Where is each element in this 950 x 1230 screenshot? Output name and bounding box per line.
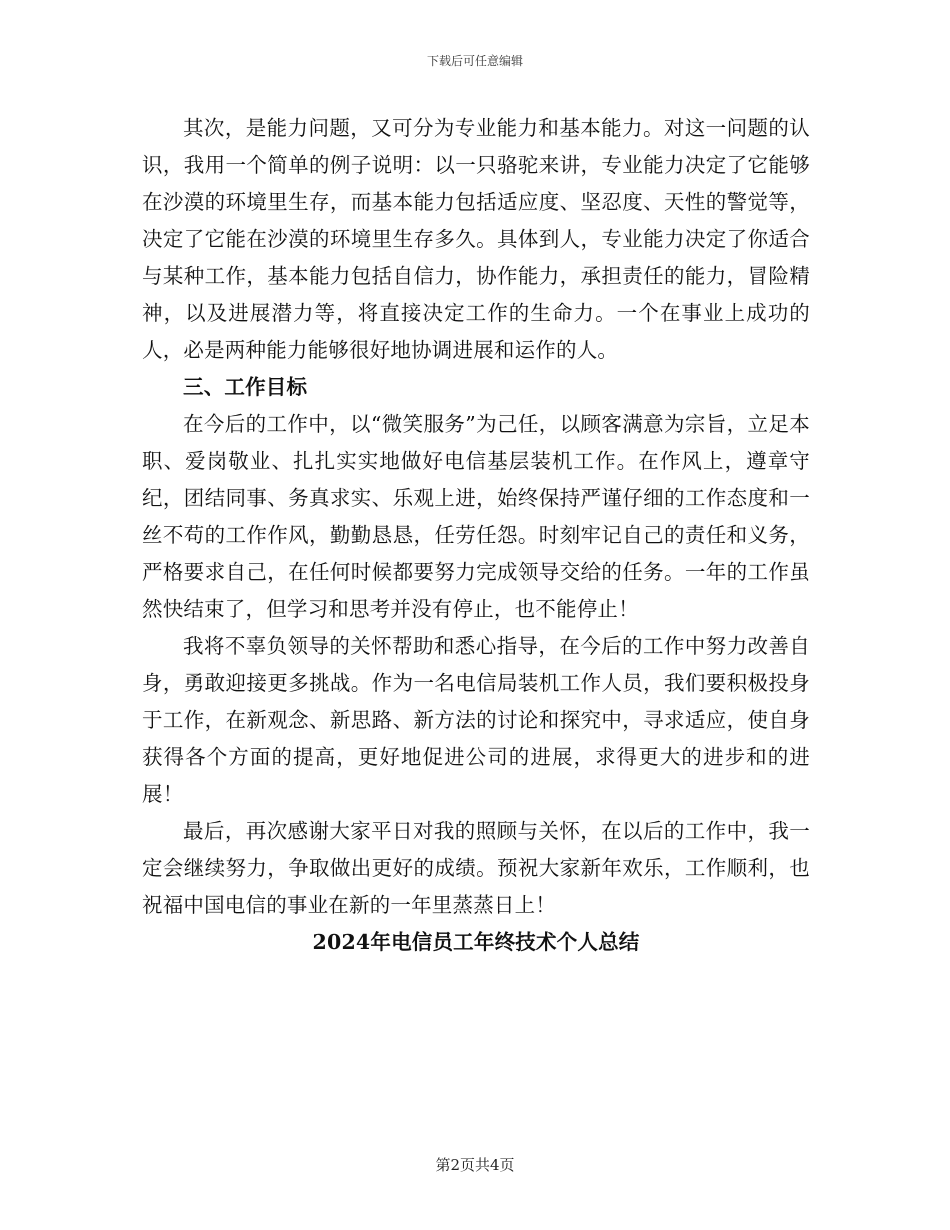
document-body — [142, 110, 810, 961]
paragraph-goals: 在今后的工作中，以“微笑服务”为己任，以顾客满意为宗旨，立足本职、爱岗敬业、扎扎实实地做好电信基层装机工作。在作风上，遵章守纪，团结同事、务真求实、乐观上进，始终保持严谨仔细的工作态度和一丝不苟的工作作风，勤勤恳恳，任劳任怨。时刻牢记自己的责任和义务，严格要求自己，在任何时候都要努力完成领导交给的任务。一年的工作虽然快结束了，但学习和思考并没有停止，也不能停止！ — [142, 412, 810, 621]
paragraph-ability: 其次，是能力问题，又可分为专业能力和基本能力。对这一问题的认识，我用一个简单的例子说明：以一只骆驼来讲，专业能力决定了它能够在沙漠的环境里生存，而基本能力包括适应度、坚忍度、天性的警觉等，决定了它能在沙漠的环境里生存多久。具体到人，专业能力决定了你适合与某种工作，基本能力包括自信力，协作能力，承担责任的能力，冒险精神，以及进展潜力等，将直接决定工作的生命力。一个在事业上成功的人，必是两种能力能够很好地协调进展和运作的人。 — [142, 116, 810, 362]
header-note: 下载后可任意编辑 — [426, 54, 523, 68]
page-number: 第2页共4页 — [435, 1156, 515, 1174]
paragraph-commitment: 我将不辜负领导的关怀帮助和悉心指导，在今后的工作中努力改善自身，勇敢迎接更多挑战。作为一名电信局装机工作人员，我们要积极投身于工作，在新观念、新思路、新方法的讨论和探究中，寻求适应，使自身获得各个方面的提高，更好地促进公司的进展，求得更大的进步和的进展！ — [142, 634, 810, 806]
section-heading-goals: 三、工作目标 — [183, 375, 308, 399]
next-document-title: 2024年电信员工年终技术个人总结 — [312, 930, 640, 954]
paragraph-closing: 最后，再次感谢大家平日对我的照顾与关怀，在以后的工作中，我一定会继续努力，争取做出更好的成绩。预祝大家新年欢乐，工作顺利，也祝福中国电信的事业在新的一年里蒸蒸日上！ — [142, 819, 810, 917]
